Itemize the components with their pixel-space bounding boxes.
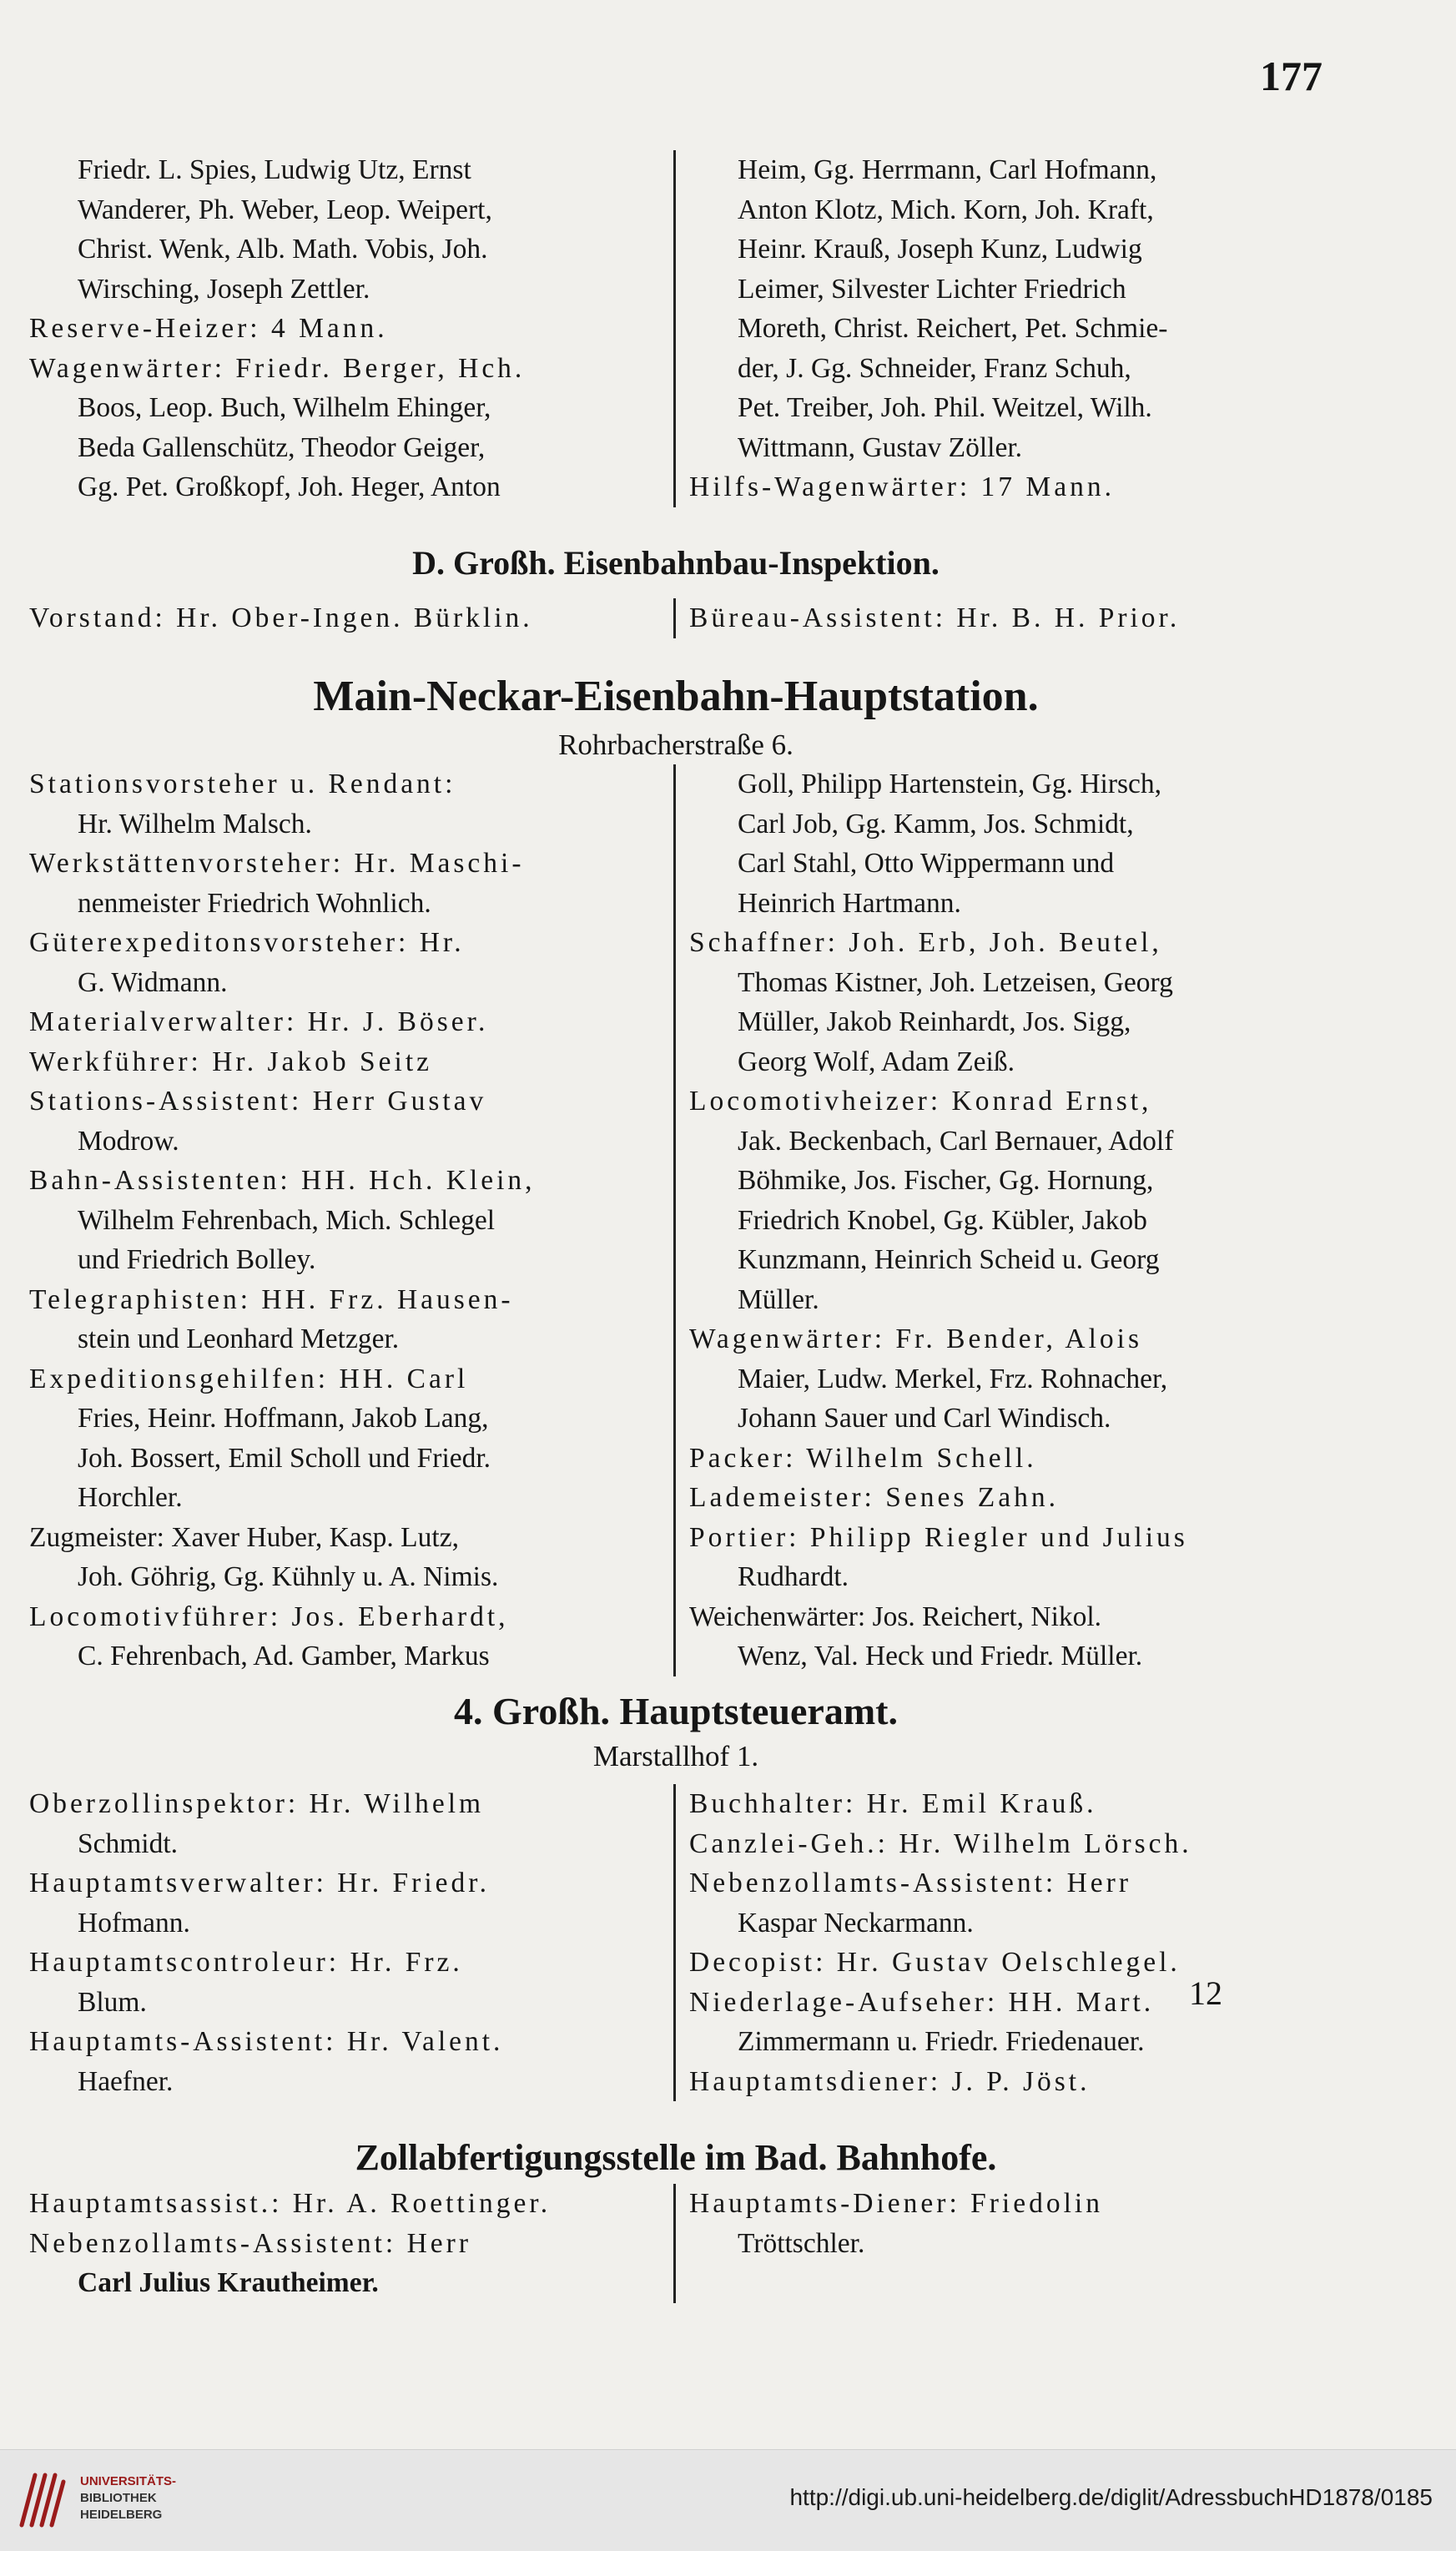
text-line: Portier: Philipp Riegler und Julius	[689, 1521, 1188, 1553]
text-line: Vorstand: Hr. Ober-Ingen. Bürklin.	[29, 602, 533, 633]
text-line: Hofmann.	[78, 1907, 190, 1938]
text-line: Expeditionsgehilfen: HH. Carl	[29, 1363, 469, 1394]
text-line: Decopist: Hr. Gustav Oelschlegel.	[689, 1947, 1181, 1978]
text-line: Heim, Gg. Herrmann, Carl Hofmann,	[738, 154, 1157, 185]
text-line: Reserve-Heizer: 4 Mann.	[29, 313, 388, 344]
text-line: Carl Julius Krautheimer.	[78, 2267, 379, 2298]
text-line: Rudhardt.	[738, 1561, 849, 1592]
text-line: nenmeister Friedrich Wohnlich.	[78, 887, 431, 919]
text-line: Werkführer: Hr. Jakob Seitz	[29, 1046, 432, 1077]
section-hauptsteueramt	[29, 1686, 1322, 2101]
text-line: Telegraphisten: HH. Frz. Hausen-	[29, 1283, 514, 1315]
text-line: Christ. Wenk, Alb. Math. Vobis, Joh.	[78, 234, 488, 265]
text-line: Zimmermann u. Friedr. Friedenauer.	[738, 2026, 1145, 2057]
text-line: Hauptamtscontroleur: Hr. Frz.	[29, 1947, 463, 1978]
main-neckar-left-column	[29, 764, 676, 1676]
text-line: Locomotivheizer: Konrad Ernst,	[689, 1086, 1152, 1117]
text-line: Müller, Jakob Reinhardt, Jos. Sigg,	[738, 1006, 1131, 1037]
text-line: Modrow.	[78, 1125, 179, 1157]
text-line: Hauptamtsassist.: Hr. A. Roettinger.	[29, 2188, 552, 2219]
text-line: Haefner.	[78, 2065, 174, 2097]
text-line: Buchhalter: Hr. Emil Krauß.	[689, 1788, 1097, 1819]
text-line: Wagenwärter: Friedr. Berger, Hch.	[29, 352, 526, 384]
text-line: Büreau-Assistent: Hr. B. H. Prior.	[689, 602, 1181, 633]
text-line: Goll, Philipp Hartenstein, Gg. Hirsch,	[738, 769, 1162, 799]
text-line: Schmidt.	[78, 1828, 179, 1859]
text-line: Oberzollinspektor: Hr. Wilhelm	[29, 1788, 485, 1819]
text-line: Müller.	[738, 1283, 819, 1315]
text-line: Güterexpeditonsvorsteher: Hr.	[29, 927, 465, 958]
text-line: Kaspar Neckarmann.	[738, 1907, 974, 1938]
text-line: Anton Klotz, Mich. Korn, Joh. Kraft,	[738, 194, 1154, 225]
text-line: Hilfs-Wagenwärter: 17 Mann.	[689, 471, 1115, 502]
text-line: Moreth, Christ. Reichert, Pet. Schmie-	[738, 313, 1168, 344]
zoll-left-column	[29, 2184, 676, 2303]
text-line: Bahn-Assistenten: HH. Hch. Klein,	[29, 1165, 536, 1196]
library-footer	[0, 2449, 1456, 2551]
text-line: Gg. Pet. Großkopf, Joh. Heger, Anton	[78, 471, 501, 502]
text-line: Jak. Beckenbach, Carl Bernauer, Adolf	[738, 1125, 1174, 1157]
text-line: Werkstättenvorsteher: Hr. Maschi-	[29, 848, 525, 879]
text-line: und Friedrich Bolley.	[78, 1244, 316, 1275]
text-line: Wanderer, Ph. Weber, Leop. Weipert,	[78, 194, 492, 225]
text-line: Pet. Treiber, Joh. Phil. Weitzel, Wilh.	[738, 392, 1152, 423]
text-line: Nebenzollamts-Assistent: Herr	[689, 1868, 1131, 1898]
library-name-line: BIBLIOTHEK	[80, 2491, 157, 2505]
hauptsteueramt-left-column	[29, 1784, 676, 2101]
text-line: Joh. Bossert, Emil Scholl und Friedr.	[78, 1442, 491, 1474]
text-line: Heinr. Krauß, Joseph Kunz, Ludwig	[738, 234, 1142, 265]
signature-mark: 12	[1189, 1974, 1222, 2012]
text-line: Leimer, Silvester Lichter Friedrich	[738, 273, 1126, 305]
text-line: Hauptamtsdiener: J. P. Jöst.	[689, 2065, 1091, 2097]
text-line: Niederlage-Aufseher: HH. Mart.	[689, 1986, 1155, 2018]
text-line: Tröttschler.	[738, 2227, 865, 2259]
text-line: Stationsvorsteher u. Rendant:	[29, 769, 456, 799]
text-line: Nebenzollamts-Assistent: Herr	[29, 2227, 471, 2259]
text-line: Locomotivführer: Jos. Eberhardt,	[29, 1601, 509, 1632]
page-number: 177	[1260, 53, 1322, 99]
text-line: Maier, Ludw. Merkel, Frz. Rohnacher,	[738, 1363, 1168, 1394]
text-line: Canzlei-Geh.: Hr. Wilhelm Lörsch.	[689, 1828, 1192, 1859]
library-logo-icon	[15, 2467, 68, 2533]
text-line: Wittmann, Gustav Zöller.	[738, 431, 1023, 463]
text-line: Wenz, Val. Heck und Friedr. Müller.	[738, 1641, 1143, 1671]
section-main-neckar	[29, 668, 1322, 1676]
text-line: Hr. Wilhelm Malsch.	[78, 808, 312, 839]
text-line: Blum.	[78, 1986, 147, 2018]
text-line: Carl Stahl, Otto Wippermann und	[738, 848, 1115, 879]
text-line: Joh. Göhrig, Gg. Kühnly u. A. Nimis.	[78, 1561, 499, 1592]
text-line: Horchler.	[78, 1482, 183, 1513]
section-address: Marstallhof 1.	[592, 1740, 759, 1772]
top-left-column	[29, 150, 676, 507]
text-line: Hauptamtsverwalter: Hr. Friedr.	[29, 1868, 490, 1898]
library-name-line: HEIDELBERG	[80, 2508, 163, 2522]
section-heading: D. Großh. Eisenbahnbau-Inspektion.	[412, 544, 940, 582]
zoll-right-column	[676, 2184, 1322, 2303]
text-line: Johann Sauer und Carl Windisch.	[738, 1403, 1111, 1434]
text-line: Packer: Wilhelm Schell.	[689, 1442, 1037, 1474]
text-line: Friedr. L. Spies, Ludwig Utz, Ernst	[78, 154, 471, 185]
text-line: Hauptamts-Diener: Friedolin	[689, 2188, 1103, 2219]
text-line: Materialverwalter: Hr. J. Böser.	[29, 1006, 489, 1037]
text-line: der, J. Gg. Schneider, Franz Schuh,	[738, 352, 1131, 384]
text-line: Wilhelm Fehrenbach, Mich. Schlegel	[78, 1204, 496, 1236]
top-right-column	[676, 150, 1322, 507]
text-line: Fries, Heinr. Hoffmann, Jakob Lang,	[78, 1403, 489, 1434]
library-name	[80, 2473, 176, 2523]
text-line: Weichenwärter: Jos. Reichert, Nikol.	[689, 1601, 1102, 1632]
text-line: Thomas Kistner, Joh. Letzeisen, Georg	[738, 966, 1173, 998]
text-line: Böhmike, Jos. Fischer, Gg. Hornung,	[738, 1165, 1154, 1196]
hauptsteueramt-right-column	[676, 1784, 1322, 2101]
section-d	[29, 538, 1322, 638]
section-heading: 4. Großh. Hauptsteueramt.	[454, 1690, 898, 1732]
text-line: Carl Job, Gg. Kamm, Jos. Schmidt,	[738, 808, 1134, 839]
text-line: G. Widmann.	[78, 966, 228, 998]
text-line: Schaffner: Joh. Erb, Joh. Beutel,	[689, 927, 1162, 958]
permalink-url[interactable]: http://digi.ub.uni-heidelberg.de/diglit/AdressbuchHD1878/0185	[789, 2484, 1433, 2510]
top-section	[29, 150, 1322, 507]
text-line: Beda Gallenschütz, Theodor Geiger,	[78, 431, 486, 463]
text-line: Heinrich Hartmann.	[738, 887, 961, 919]
text-line: Georg Wolf, Adam Zeiß.	[738, 1046, 1015, 1077]
text-line: Friedrich Knobel, Gg. Kübler, Jakob	[738, 1204, 1147, 1236]
main-neckar-right-column	[676, 764, 1322, 1676]
text-line: stein und Leonhard Metzger.	[78, 1323, 400, 1354]
text-line: Lademeister: Senes Zahn.	[689, 1482, 1059, 1513]
library-name-line: UNIVERSITÄTS-	[80, 2474, 177, 2488]
text-line: C. Fehrenbach, Ad. Gamber, Markus	[78, 1641, 490, 1671]
section-heading: Main-Neckar-Eisenbahn-Hauptstation.	[313, 673, 1039, 720]
section-address: Rohrbacherstraße 6.	[558, 728, 793, 761]
text-line: Wirsching, Joseph Zettler.	[78, 273, 370, 305]
section-heading: Zollabfertigungsstelle im Bad. Bahnhofe.	[355, 2137, 997, 2178]
text-line: Boos, Leop. Buch, Wilhelm Ehinger,	[78, 392, 491, 423]
text-line: Stations-Assistent: Herr Gustav	[29, 1086, 487, 1117]
text-line: Wagenwärter: Fr. Bender, Alois	[689, 1323, 1142, 1354]
text-line: Hauptamts-Assistent: Hr. Valent.	[29, 2026, 504, 2057]
text-line: Zugmeister: Xaver Huber, Kasp. Lutz,	[29, 1521, 459, 1553]
text-line: Kunzmann, Heinrich Scheid u. Georg	[738, 1244, 1160, 1275]
section-zollabfertigung	[29, 2132, 1322, 2303]
